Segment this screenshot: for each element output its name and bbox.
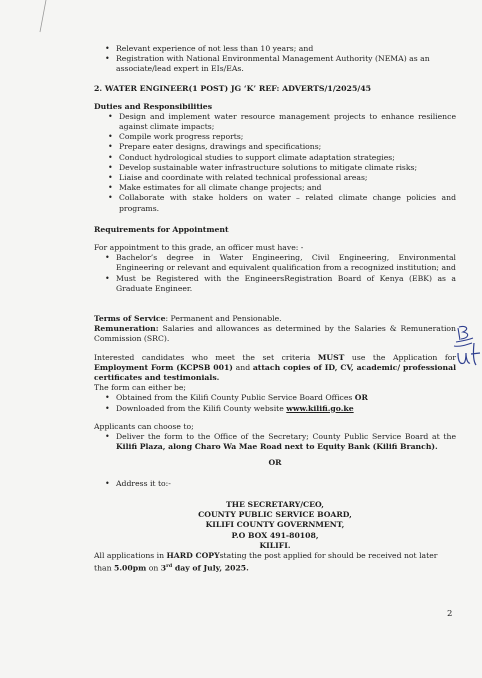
closing-statement [94, 551, 456, 574]
section-title: 2. WATER ENGINEER(1 POST) JG ‘K’ REF: ADVERTS/1/2025/45 [94, 83, 372, 93]
list-item [94, 393, 456, 403]
applicants-choose: Applicants can choose to; [94, 421, 194, 431]
address-bullet-list [94, 479, 456, 489]
terms-value: : Permanent and Pensionable. [165, 314, 282, 324]
address-line: P.O BOX 491-80108, [231, 530, 319, 540]
list-item: • Compile work progress reports; [94, 132, 456, 142]
list-item: • Develop sustainable water infrastructure solutions to mitigate climate risks; [94, 163, 456, 173]
list-item: • Liaise and coordinate with related technical professional areas; [94, 173, 456, 183]
closing-time: 5.00pm [114, 563, 147, 573]
closing-day: 3 [160, 563, 167, 573]
list-item: • Make estimates for all climate change projects; and [94, 183, 456, 193]
or-separator: OR [268, 457, 282, 467]
form-options-list [94, 393, 456, 413]
list-item [94, 404, 456, 414]
address-line: COUNTY PUBLIC SERVICE BOARD, [198, 510, 352, 520]
apply-must: MUST [317, 352, 345, 362]
apply-form-name: Employment Form (KCPSB 001) [94, 362, 233, 372]
terms-label: Terms of Service [94, 314, 166, 324]
closing-text: stating the post applied for should be received not later than [94, 550, 438, 573]
address-line: THE SECRETARY/CEO, [226, 499, 324, 509]
deliver-text: Deliver the form to the Office of the Secretary; County Public Service Board at the [116, 432, 456, 442]
requirements-intro: For appointment to this grade, an officer must have: - [94, 243, 304, 253]
list-item: • Design and implement water resource management projects to enhance resilience against climate impacts; [94, 112, 456, 132]
requirements-heading: Requirements for Appointment [94, 224, 229, 234]
intro-bullet-list [94, 44, 456, 75]
list-item: • Address it to:- [94, 479, 456, 489]
form-either: The form can either be; [94, 383, 187, 393]
remuneration [94, 324, 456, 344]
list-item: • Prepare eater designs, drawings and specifications; [94, 142, 456, 152]
application-instructions [94, 353, 456, 384]
option-text: Obtained from the Kilifi County Public Service Board Offices [116, 393, 355, 403]
terms-of-service [94, 314, 456, 324]
closing-text: All applications in [94, 550, 167, 560]
apply-text: Interested candidates who meet the set criteria [94, 352, 318, 362]
deliver-location: Kilifi Plaza, along Charo Wa Mae Road next to Equity Bank (Kilifi Branch). [116, 442, 438, 452]
handwritten-signature [446, 323, 482, 369]
list-item: • Registration with National Environmental Management Authority (NEMA) as an associate/lead expert in EIs/EAs. [94, 54, 456, 74]
apply-text: use the Application for [344, 352, 456, 362]
apply-text: and [232, 362, 253, 372]
duties-heading: Duties and Responsibilities [94, 101, 213, 111]
apply-attachments: attach copies of ID, CV, academic/ professional certificates and testimonials. [94, 362, 457, 383]
remuneration-label: Remuneration: [94, 324, 159, 334]
list-item: • Must be Registered with the EngineersRegistration Board of Kenya (EBK) as a Graduate Engineer. [94, 274, 456, 294]
list-item: • Bachelor’s degree in Water Engineering, Civil Engineering, Environmental Engineering or relevant and equivalent qualification from a recognized institution; and [94, 253, 456, 273]
list-item: • Collaborate with stake holders on water – related climate change policies and programs. [94, 193, 456, 213]
remuneration-value: Salaries and allowances as determined by the Salaries & Remuneration Commission (SRC). [94, 324, 456, 344]
duties-list [94, 112, 456, 214]
address-line: KILIFI. [259, 540, 291, 550]
document-body [94, 44, 456, 574]
list-item: • Conduct hydrological studies to support climate adaptation strategies; [94, 153, 456, 163]
option-or: OR [354, 393, 368, 403]
closing-day-suffix: rd [166, 563, 173, 570]
list-item [94, 432, 456, 452]
address-block [94, 500, 456, 551]
closing-date: day of July, 2025. [172, 563, 249, 573]
closing-text: on [146, 563, 161, 573]
website-link[interactable]: www.kilifi.go.ke [286, 403, 354, 413]
option-text: Downloaded from the Kilifi County website [116, 403, 287, 413]
delivery-list [94, 432, 456, 452]
requirements-list [94, 253, 456, 294]
address-line: KILIFI COUNTY GOVERNMENT, [205, 520, 345, 530]
list-item: • Relevant experience of not less than 10 years; and [94, 44, 456, 54]
closing-hard-copy: HARD COPY [166, 550, 220, 560]
page-number: 2 [447, 609, 453, 619]
